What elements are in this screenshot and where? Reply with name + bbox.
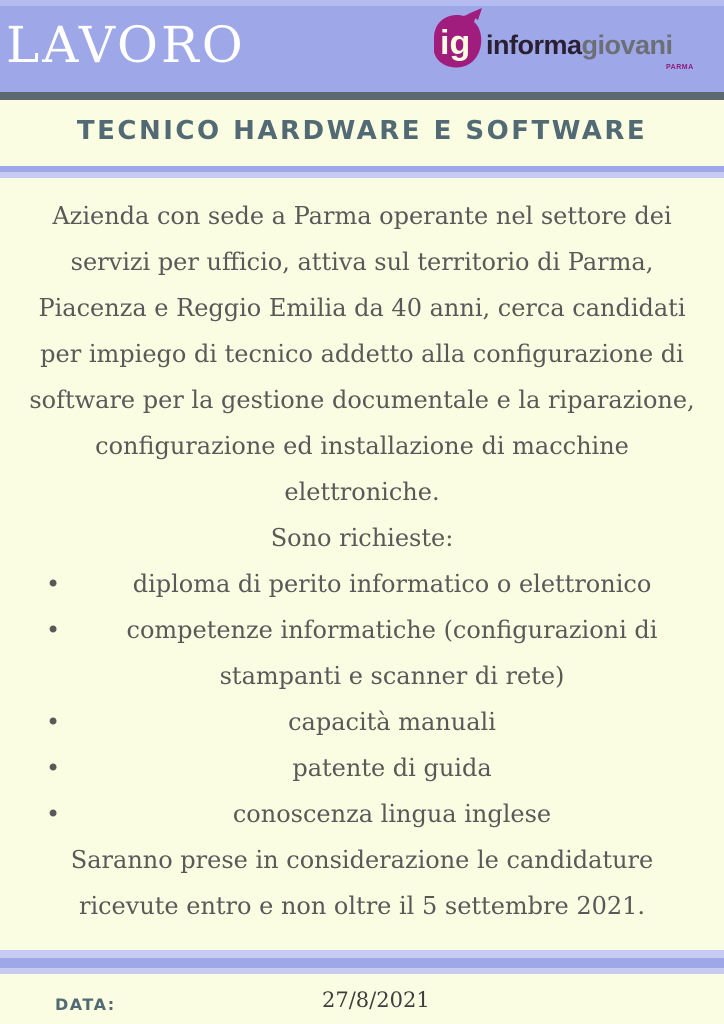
deadline-note: Saranno prese in considerazione le candidature ricevute entro e non oltre il 5 settembre 2021.	[70, 846, 654, 920]
informagiovani-logo[interactable]	[426, 8, 700, 76]
header-top-stripe	[0, 0, 724, 6]
date-label: DATA:	[55, 995, 116, 1014]
requirement-item	[0, 561, 724, 607]
logo-mark-icon	[426, 8, 488, 72]
header-band	[0, 0, 724, 92]
requirement-text: diploma di perito informatico o elettronico	[132, 570, 652, 598]
requirement-text: competenze informatiche (configurazioni di stampanti e scanner di rete)	[126, 616, 658, 690]
bullet-icon: •	[46, 616, 61, 644]
job-title: TECNICO HARDWARE E SOFTWARE	[76, 116, 648, 146]
page-title: LAVORO	[6, 16, 246, 74]
logo-subtitle: PARMA	[666, 64, 694, 71]
date-value: 27/8/2021	[322, 988, 430, 1012]
requirement-item	[0, 745, 724, 791]
requirement-item	[0, 791, 724, 837]
requirement-item	[0, 607, 724, 699]
bullet-icon: •	[46, 800, 61, 828]
footer-band-main	[0, 958, 724, 968]
footer-band-bottom	[0, 968, 724, 974]
requirements-heading: Sono richieste:	[270, 524, 454, 552]
requirements-list	[0, 561, 724, 837]
requirement-text: patente di guida	[292, 754, 492, 782]
job-description	[0, 193, 724, 929]
svg-text:ig: ig	[440, 24, 471, 62]
subtitle-band-bottom	[0, 172, 724, 178]
logo-word-giovani: giovani	[581, 30, 673, 60]
requirement-text: conoscenza lingua inglese	[232, 800, 552, 828]
logo-word-informa: informa	[486, 30, 582, 60]
header-divider	[0, 92, 724, 100]
logo-wordmark	[486, 32, 673, 59]
footer-band-top	[0, 950, 724, 958]
bullet-icon: •	[46, 570, 61, 598]
description-paragraph: Azienda con sede a Parma operante nel settore dei servizi per ufficio, attiva sul territorio di Parma, Piacenza e Reggio Emilia da 40 anni, cerca candidati per impiego di tecnico addetto alla configurazione di software per la gestione documentale e la riparazione, configurazione ed installazione di macchine elettroniche.	[29, 202, 695, 506]
requirement-text: capacità manuali	[288, 708, 496, 736]
bullet-icon: •	[46, 708, 61, 736]
bullet-icon: •	[46, 754, 61, 782]
requirement-item	[0, 699, 724, 745]
